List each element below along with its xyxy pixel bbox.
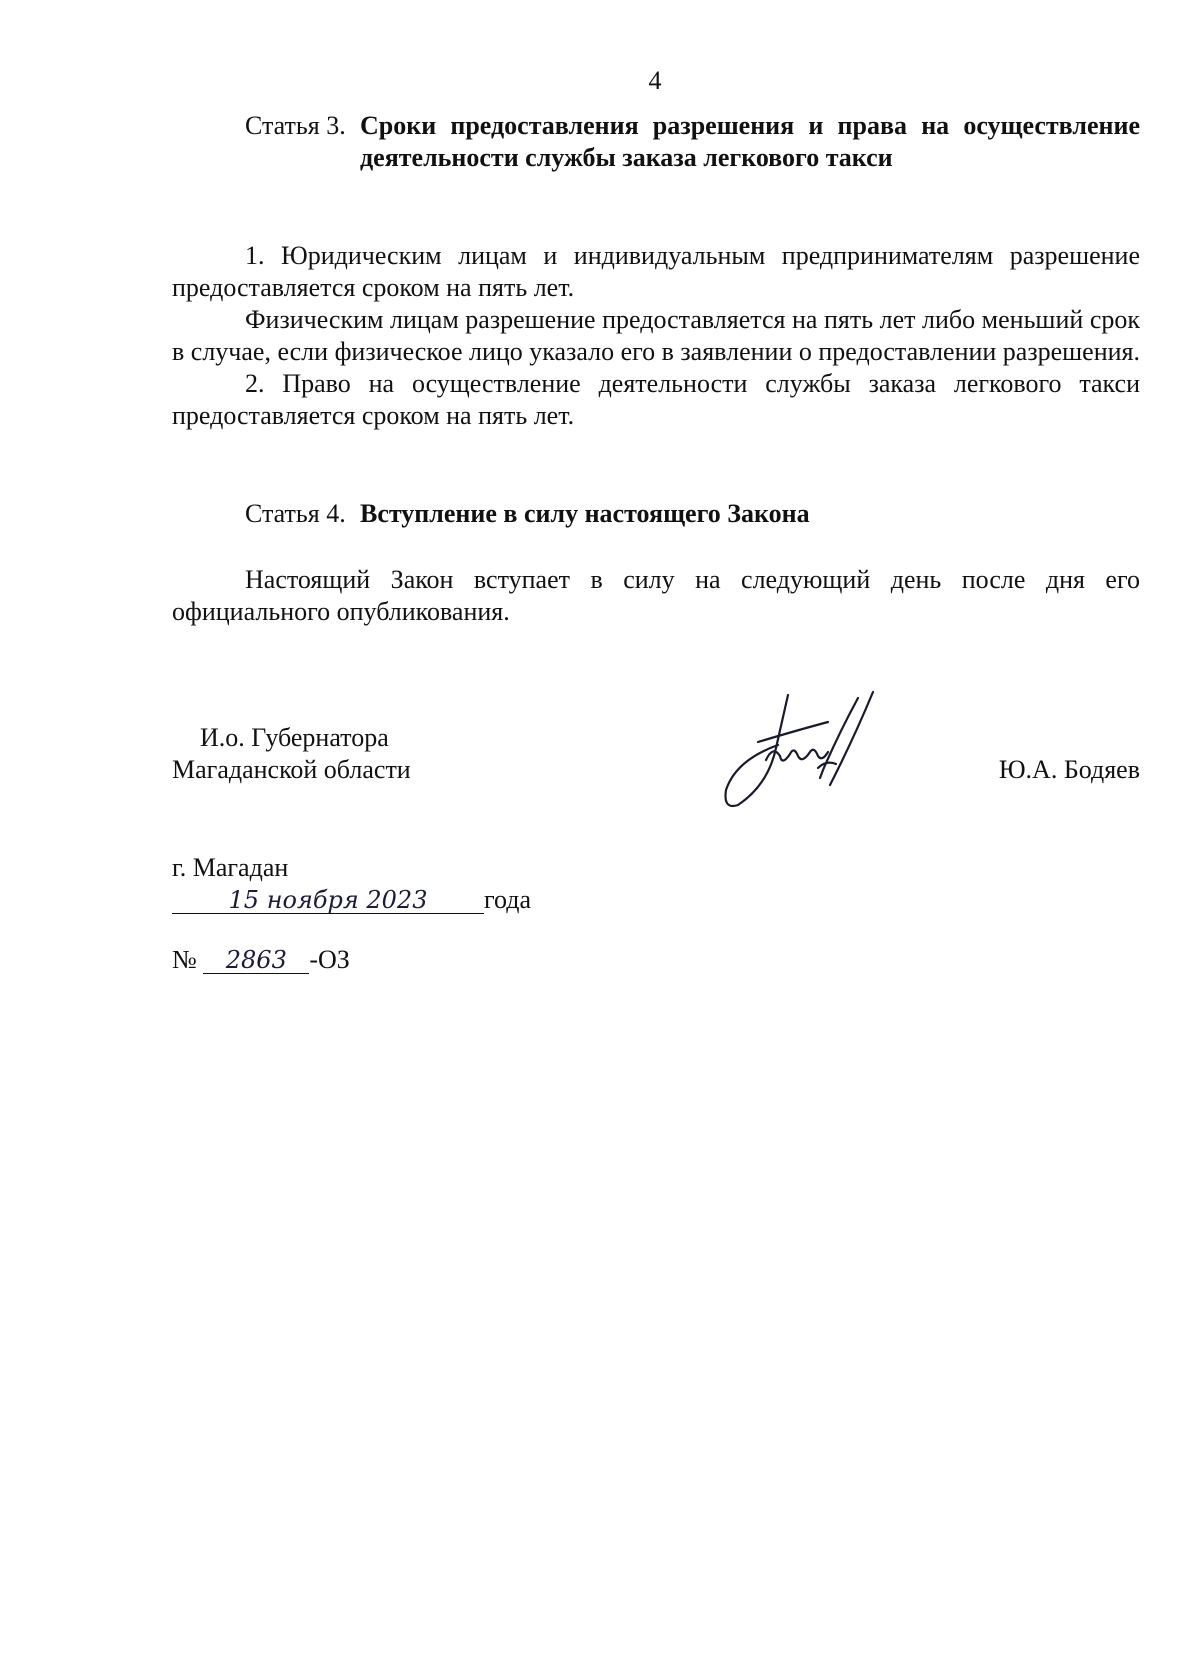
article-4-body	[172, 564, 1140, 628]
law-number-line	[172, 944, 350, 976]
signatory-position-line-2: Магаданской области	[172, 755, 411, 784]
page-number: 4	[648, 66, 662, 95]
number-handwritten: 2863	[203, 947, 309, 974]
number-prefix: №	[172, 945, 197, 974]
article-3-number: Статья 3.	[245, 111, 346, 140]
date-handwritten: 15 ноября 2023	[172, 887, 484, 914]
article-3-paragraph-1: 1. Юридическим лицам и индивидуальным предпринимателям разрешение предоставляется сроком на пять лет.	[172, 241, 1140, 302]
number-suffix: -ОЗ	[309, 945, 350, 974]
article-3-title: Сроки предоставления разрешения и права на осуществление деятельности службы заказа легкового такси	[360, 111, 1140, 172]
article-3-paragraph-3: 2. Право на осуществление деятельности службы заказа легкового такси предоставляется сроком на пять лет.	[172, 369, 1140, 430]
article-3-body	[172, 240, 1140, 432]
date-suffix: года	[484, 885, 532, 914]
handwritten-signature	[718, 690, 898, 815]
signatory-position	[172, 722, 411, 786]
article-4-number: Статья 4.	[245, 499, 346, 528]
signatory-position-line-1: И.о. Губернатора	[200, 723, 389, 752]
signatory-name: Ю.А. Бодяев	[998, 755, 1140, 784]
article-3-paragraph-2: Физическим лицам разрешение предоставляется на пять лет либо меньший срок в случае, если физическое лицо указало его в заявлении о предоставлении разрешения.	[172, 305, 1141, 366]
article-4-paragraph-1: Настоящий Закон вступает в силу на следующий день после дня его официального опубликования.	[172, 565, 1140, 626]
article-4-title: Вступление в силу настоящего Закона	[360, 499, 810, 528]
article-4-heading	[245, 498, 1140, 530]
article-3-heading	[245, 110, 1140, 174]
city: г. Магадан	[172, 853, 289, 882]
date-line	[172, 884, 531, 916]
